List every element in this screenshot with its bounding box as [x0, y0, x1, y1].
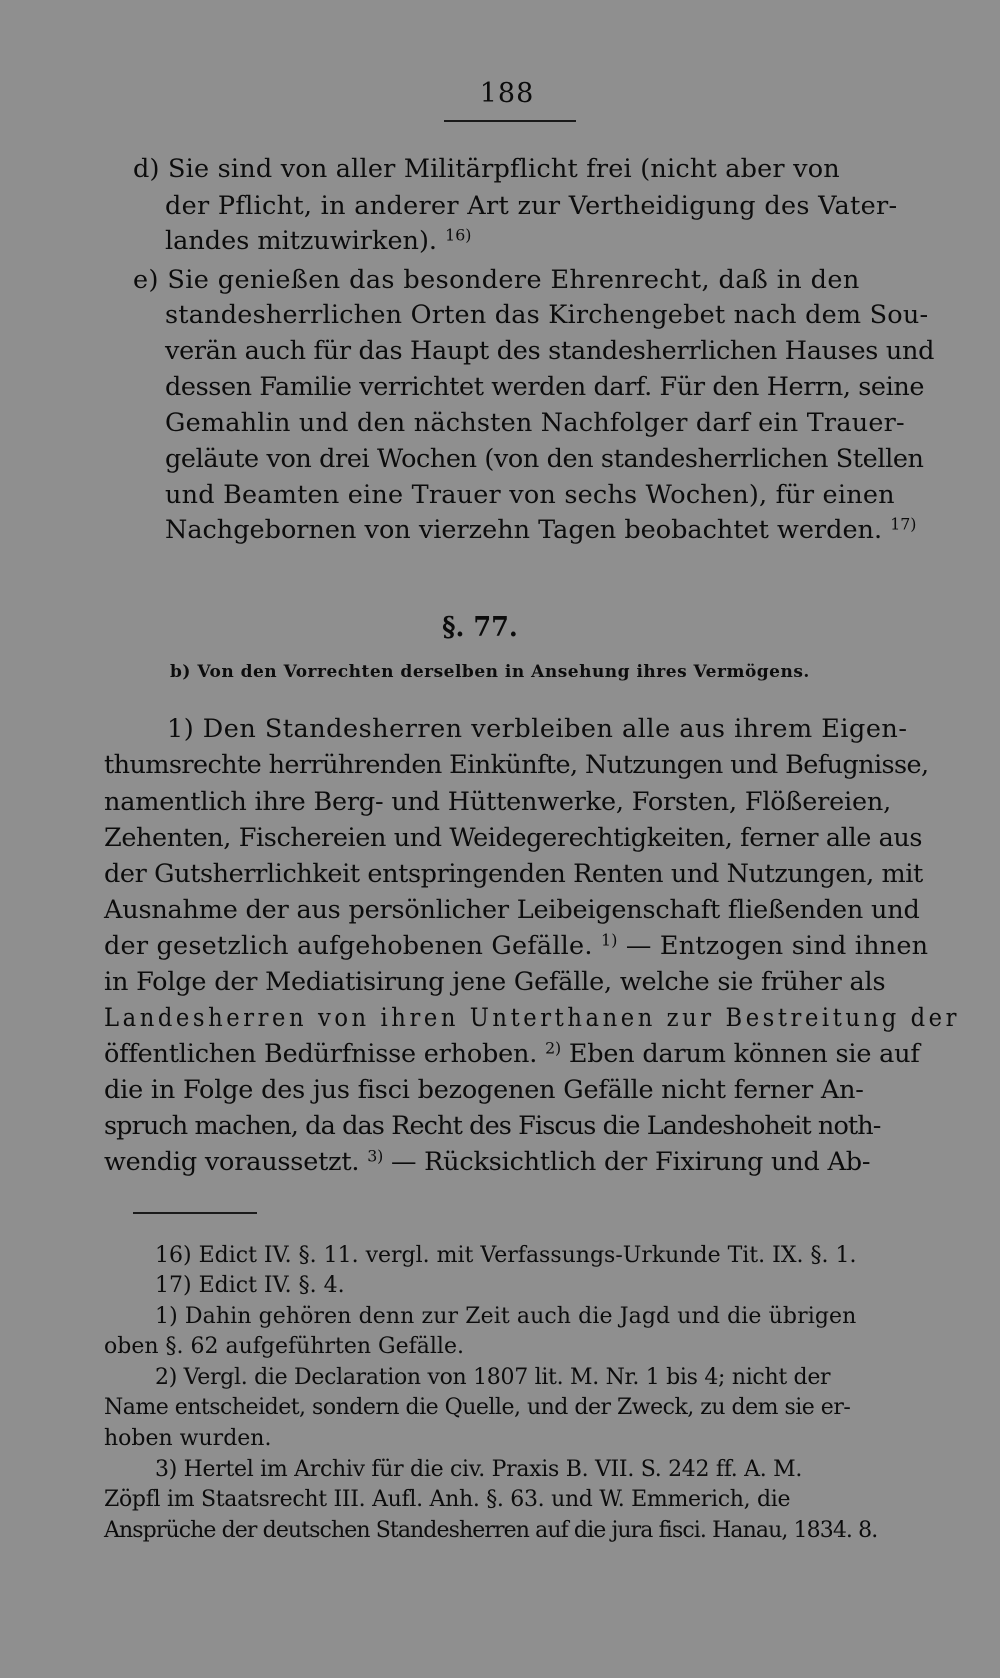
text-line: thumsrechte herrührenden Einkünfte, Nutzungen und Befugnisse,: [104, 750, 929, 780]
text-line: Zehenten, Fischereien und Weidegerechtigkeiten, ferner alle aus: [104, 823, 923, 853]
footnote: Zöpfl im Staatsrecht III. Aufl. Anh. §. 63. und W. Emmerich, die: [104, 1487, 791, 1512]
text-line: Nachgebornen von vierzehn Tagen beobachtet werden. $^{17)}$: [165, 514, 917, 545]
footnote: 3) Hertel im Archiv für die civ. Praxis B. VII. S. 242 ff. A. M.: [155, 1457, 803, 1482]
footnote-ref: 2): [545, 1038, 561, 1058]
page-number: 188: [479, 78, 535, 109]
text-line: die in Folge des jus fisci bezogenen Gefälle nicht ferner An-: [104, 1075, 864, 1105]
text-line: der gesetzlich aufgehobenen Gefälle. $^{1)}$ — Entzogen sind ihnen: [104, 930, 929, 961]
text-line: standesherrlichen Orten das Kirchengebet nach dem Sou-: [165, 300, 929, 330]
text-line: öffentlichen Bedürfnisse erhoben. $^{2)}$ Eben darum können sie auf: [104, 1038, 920, 1069]
footnote: Name entscheidet, sondern die Quelle, und der Zweck, zu dem sie er-: [104, 1395, 851, 1420]
footnote: 16) Edict IV. §. 11. vergl. mit Verfassungs-Urkunde Tit. IX. §. 1.: [155, 1243, 857, 1268]
text-line: landes mitzuwirken). $^{16)}$: [165, 225, 472, 256]
text-line: wendig voraussetzt. $^{3)}$ — Rücksichtlich der Fixirung und Ab-: [104, 1146, 871, 1177]
footnote-ref: 17): [890, 514, 917, 534]
text-line: d) Sie sind von aller Militärpflicht frei (nicht aber von: [133, 154, 840, 184]
section-subtitle: b) Von den Vorrechten derselben in Ansehung ihres Vermögens.: [170, 662, 810, 682]
footnote: 2) Vergl. die Declaration von 1807 lit. M. Nr. 1 bis 4; nicht der: [155, 1365, 831, 1390]
footnote: oben §. 62 aufgeführten Gefälle.: [104, 1334, 464, 1359]
text-line: Ausnahme der aus persönlicher Leibeigenschaft fließenden und: [104, 895, 920, 925]
text-line: in Folge der Mediatisirung jene Gefälle, welche sie früher als: [104, 967, 886, 997]
footnote: 17) Edict IV. §. 4.: [155, 1273, 345, 1298]
text-line: spruch machen, da das Recht des Fiscus die Landeshoheit noth-: [104, 1111, 881, 1141]
footnote-ref: 16): [445, 225, 472, 245]
footnote-ref: 1): [600, 930, 618, 950]
text-line: der Pflicht, in anderer Art zur Vertheidigung des Vater-: [165, 191, 898, 221]
text-line: namentlich ihre Berg- und Hüttenwerke, Forsten, Flößereien,: [104, 787, 892, 817]
footnote: Ansprüche der deutschen Standesherren auf die jura fisci. Hanau, 1834. 8.: [104, 1518, 878, 1543]
header-rule: [444, 120, 576, 122]
section-heading: §. 77.: [442, 612, 518, 643]
text-line: dessen Familie verrichtet werden darf. Für den Herrn, seine: [165, 372, 925, 402]
text-line: verän auch für das Haupt des standesherrlichen Hauses und: [165, 336, 935, 366]
text-line: e) Sie genießen das besondere Ehrenrecht, daß in den: [133, 265, 860, 295]
text-line: Landesherren von ihren Unterthanen zur Bestreitung der: [104, 1003, 961, 1033]
footnote: 1) Dahin gehören denn zur Zeit auch die Jagd und die übrigen: [155, 1304, 857, 1329]
text-line: Gemahlin und den nächsten Nachfolger darf ein Trauer-: [165, 408, 905, 438]
text-line: geläute von drei Wochen (von den standesherrlichen Stellen: [165, 444, 924, 474]
footnote-ref: 3): [367, 1146, 384, 1166]
footnote-rule: [133, 1212, 257, 1214]
text-line: 1) Den Standesherren verbleiben alle aus ihrem Eigen-: [167, 714, 908, 744]
text-line: und Beamten eine Trauer von sechs Wochen), für einen: [165, 480, 895, 510]
text-line: der Gutsherrlichkeit entspringenden Renten und Nutzungen, mit: [104, 859, 923, 889]
footnote: hoben wurden.: [104, 1426, 272, 1451]
